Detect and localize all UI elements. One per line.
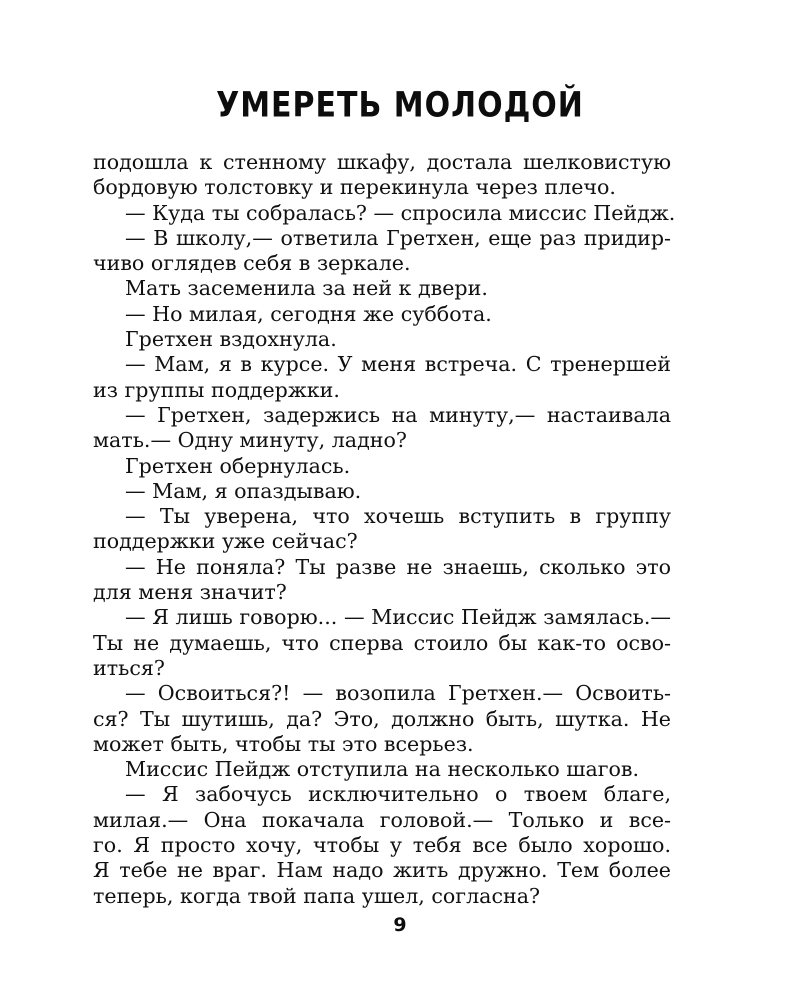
text-line: подошла к стенному шкафу, достала шелковистую (93, 150, 671, 174)
text-line: бордовую толстовку и перекинула через плечо. (93, 175, 616, 200)
text-line: может быть, чтобы ты это всерьез. (93, 731, 474, 756)
text-line: — Гретхен, задержись на минуту,— настаивала (125, 402, 671, 427)
text-line: — Не поняла? Ты разве не знаешь, сколько это (125, 554, 671, 579)
text-line: поддержки уже сейчас? (93, 529, 358, 554)
text-line: — Мам, я опаздываю. (125, 478, 362, 503)
text-line: иться? (93, 655, 165, 680)
text-line: Я тебе не враг. Нам надо жить дружно. Тем более (93, 858, 671, 883)
text-line: ся? Ты шутишь, да? Это, должно быть, шутка. Не (93, 706, 671, 731)
text-line: мать.— Одну минуту, ладно? (93, 428, 407, 453)
text-line: Гретхен обернулась. (125, 453, 351, 478)
text-line: Миссис Пейдж отступила на несколько шагов. (125, 757, 640, 782)
text-line: — Мам, я в курсе. У меня встреча. С тренершей (125, 352, 671, 377)
text-line: для меня значит? (93, 580, 287, 605)
text-line: — Освоиться?! — возопила Гретхен.— Освоить- (125, 681, 671, 706)
text-line: — Куда ты собралась? — спросила миссис Пейдж. (125, 200, 676, 225)
text-line: Гретхен вздохнула. (125, 327, 337, 352)
text-line: из группы поддержки. (93, 377, 340, 402)
text-line: — Я забочусь исключительно о твоем благе, (125, 782, 671, 807)
text-line: милая.— Она покачала головой.— Только и все- (93, 807, 671, 832)
text-line: — Ты уверена, что хочешь вступить в группу (125, 504, 671, 529)
text-line: теперь, когда твой папа ушел, согласна? (93, 883, 541, 908)
text-line: — Но милая, сегодня же суббота. (125, 301, 492, 326)
text-line: — В школу,— ответила Гретхен, еще раз придир- (125, 225, 671, 250)
text-line: чиво оглядев себя в зеркале. (93, 251, 411, 276)
text-line: — Я лишь говорю... — Миссис Пейдж замялась.— (125, 605, 671, 630)
body-text (93, 150, 676, 909)
text-line: Мать засеменила за ней к двери. (125, 276, 488, 301)
text-line: Ты не думаешь, что сперва стоило бы как-то осво- (93, 630, 671, 655)
running-title: УМЕРЕТЬ МОЛОДОЙ (216, 85, 584, 126)
text-line: го. Я просто хочу, чтобы у тебя все было хорошо. (93, 833, 671, 858)
page-number: 9 (393, 914, 407, 936)
